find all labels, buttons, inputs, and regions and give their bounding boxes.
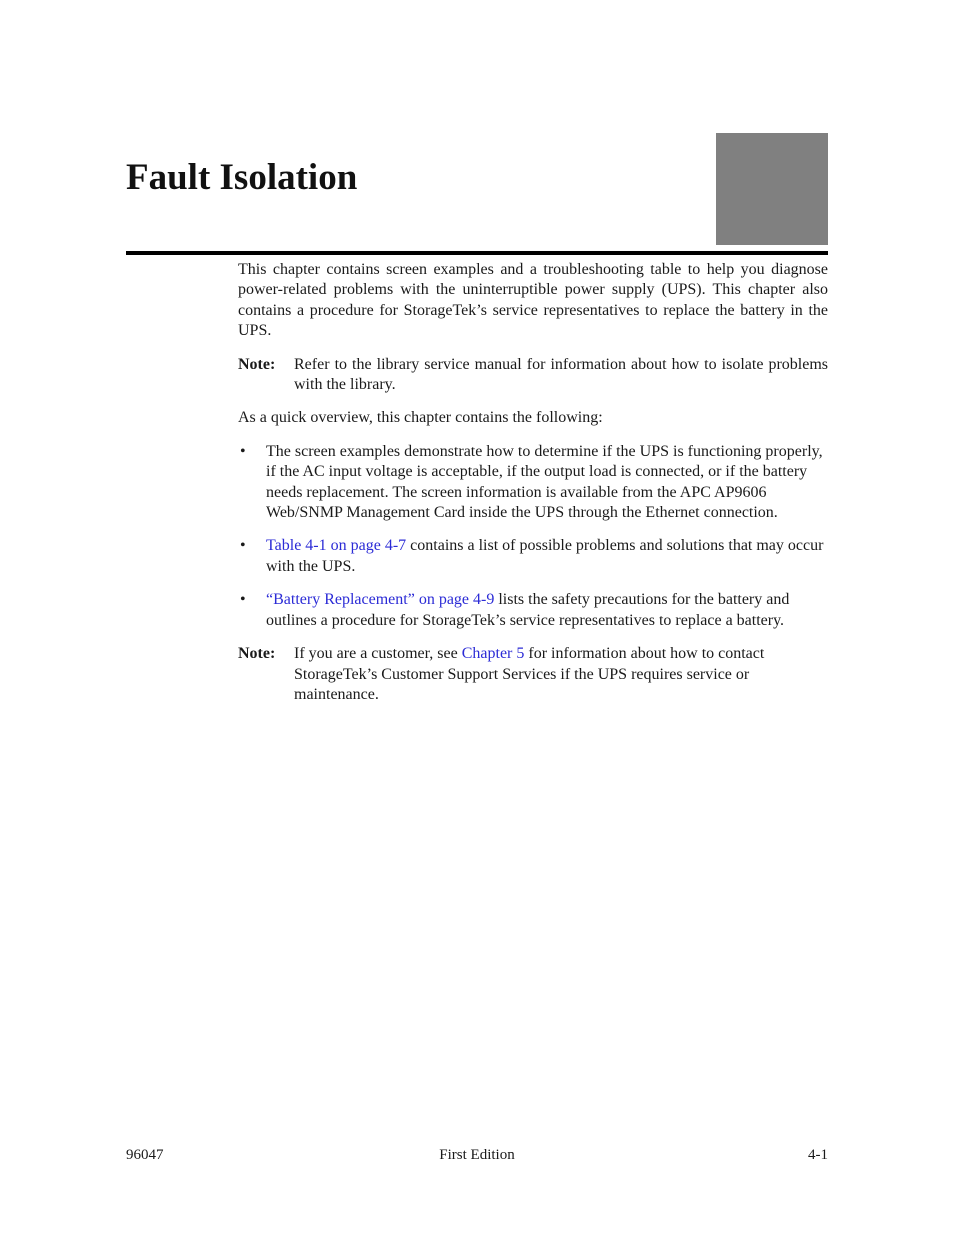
list-item <box>238 536 828 577</box>
edition-label: First Edition <box>439 1147 515 1163</box>
overview-paragraph: As a quick overview, this chapter contains the following: <box>238 409 603 427</box>
list-item <box>238 442 828 524</box>
title-rule <box>126 251 828 255</box>
page-number: 4-1 <box>808 1147 828 1163</box>
note-label: Note: <box>238 355 276 373</box>
list-item <box>238 590 828 631</box>
overview-list <box>238 442 828 631</box>
chapter-5-link[interactable]: Chapter 5 <box>461 645 525 663</box>
note-text-before: If you are a customer, see <box>294 645 462 663</box>
bullet-mark: • <box>240 591 246 609</box>
bullet-mark: • <box>240 537 246 555</box>
bullet-mark: • <box>240 442 246 460</box>
note-label: Note: <box>238 645 276 663</box>
note-text-after: for information about how to contact StorageTek’s Customer Support Services if the UPS requires service or maintenance. <box>294 645 765 703</box>
intro-paragraph: This chapter contains screen examples and a troubleshooting table to help you diagnose power-related problems with the uninterruptible power supply (UPS). This chapter also contains a procedure for StorageTek’s service representatives to replace the battery in the UPS. <box>238 261 828 340</box>
note-text <box>294 644 828 705</box>
list-item-text: The screen examples demonstrate how to determine if the UPS is functioning properly, if the AC input voltage is acceptable, if the output load is connected, or if the battery needs replacement. The screen information is available from the APC AP9606 Web/SNMP Management Card inside the UPS through the Ethernet connection. <box>266 442 823 522</box>
page-footer <box>126 1145 828 1165</box>
chapter-title: Fault Isolation <box>126 157 358 198</box>
chapter-tab-block <box>716 133 828 245</box>
list-item-text-rest: contains a list of possible problems and solutions that may occur with the UPS. <box>266 537 824 575</box>
note-customer <box>238 644 828 705</box>
note-text: Refer to the library service manual for information about how to isolate problems with the library. <box>294 355 828 394</box>
list-item-text <box>266 536 828 577</box>
note-library <box>238 355 828 396</box>
list-item-text-rest: lists the safety precautions for the battery and outlines a procedure for StorageTek’s service representatives to replace a battery. <box>266 591 790 629</box>
chapter-content <box>238 260 828 705</box>
list-item-text <box>266 590 828 631</box>
document-number: 96047 <box>126 1147 164 1163</box>
battery-replacement-link[interactable]: “Battery Replacement” on page 4-9 <box>266 591 495 609</box>
table-4-1-link[interactable]: Table 4-1 on page 4-7 <box>266 537 407 555</box>
